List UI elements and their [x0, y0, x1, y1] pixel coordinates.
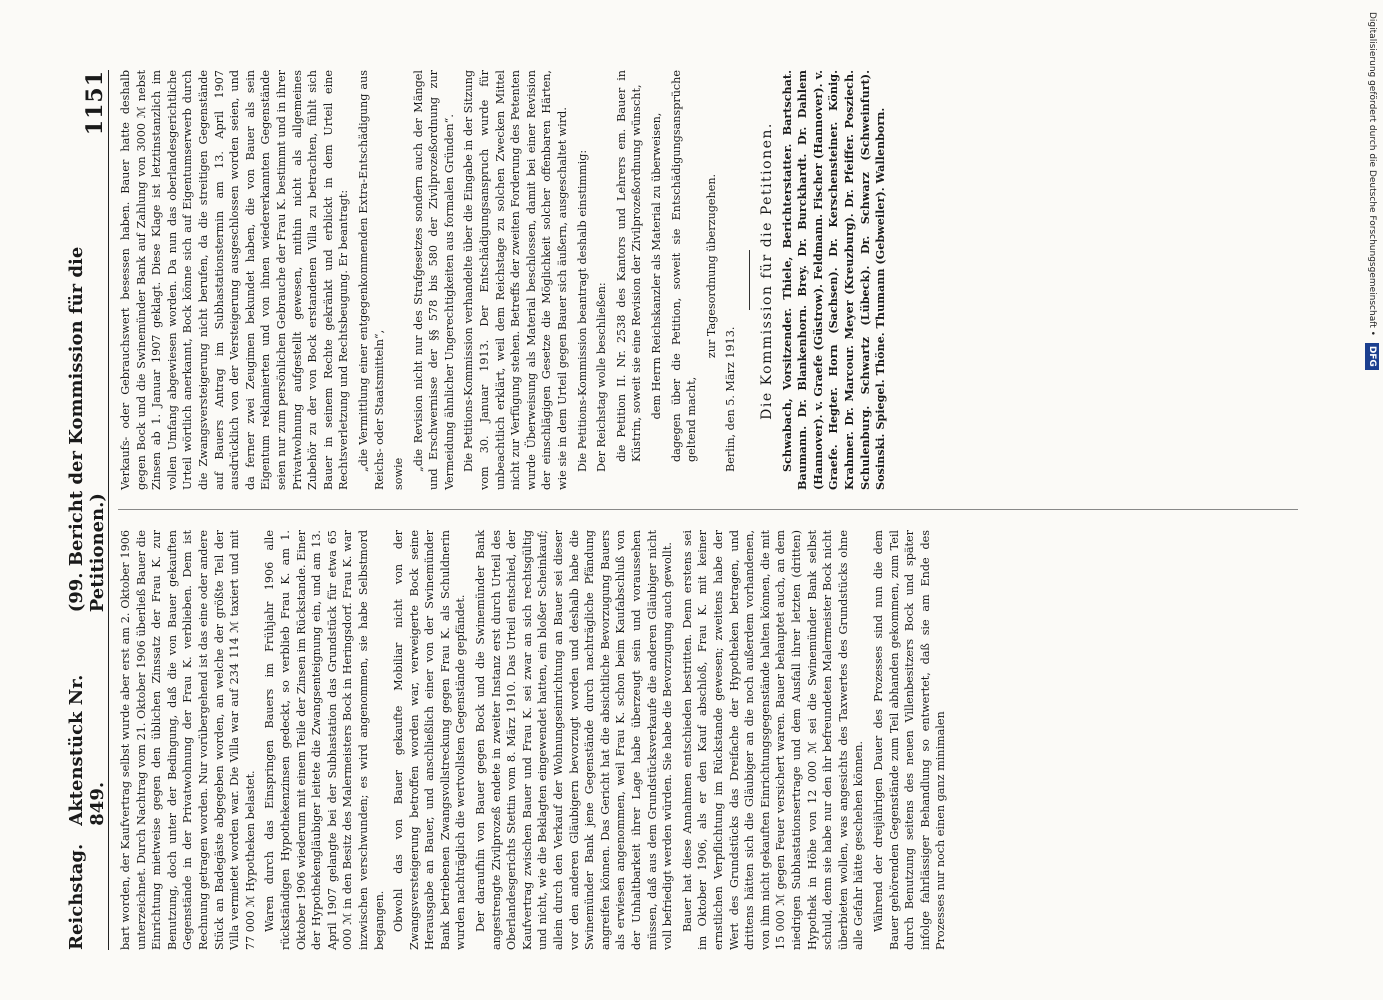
digitization-note	[1365, 12, 1379, 612]
header-report-title: (99. Bericht der Kommission für die Petitionen.)	[66, 246, 108, 613]
resolution-item: zur Tagesordnung überzugehen.	[704, 173, 718, 359]
paragraph: Obwohl das von Bauer gekaufte Mobiliar nicht von der Zwangsversteigerung betroffen worden war, verweigerte Bock seine Herausgabe an Bauer, und anschließlich einer von der Swinemünder Bank betriebenen Zwangsvollstreckung gegen Frau K. als Schuldnerin wurden nachträglich die wertvollsten Gegenstände gepfändet.	[392, 530, 468, 950]
dfg-logo: DFG	[1365, 343, 1379, 370]
resolution-intro: Der Reichstag wolle beschließen:	[595, 282, 609, 472]
column-divider	[118, 509, 1298, 510]
digitization-text: Digitalisierung gefördert durch die Deutsche Forschungsgemeinschaft •	[1367, 12, 1377, 336]
committee-title: Die Kommission für die Petitionen.	[758, 122, 775, 420]
paragraph: Der daraufhin von Bauer gegen Bock und die Swinemünder Bank angestrengte Zivilprozeß endete in zweiter Instanz erst durch Urteil des Oberlandesgerichts Stettin vom 8. März 1910. Das Urteil entschied, der Kaufvertrag zwischen Bauer und Frau K. sei zwar an sich rechtsgültig und nicht, wie die Beklagten eingewendet hatten, ein bloßer Scheinkauf; allein durch den Verkauf der Wohnungseinrichtung an Bauer sei dieser vor den anderen Gläubigern bevorzugt worden und deshalb habe die Swinemünder Bank jene Gegenstände durch nachträgliche Pfändung angreifen können. Das Gericht hat die absichtliche Bevorzugung Bauers als erwiesen angenommen, weil Frau K. schon beim Kaufabschluß von der Unhaltbarkeit ihrer Lage habe überzeugt sein und voraussehen müssen, daß aus dem Grundstücksverkaufe die anderen Gläubiger nicht voll befriedigt werden würden. Sie habe die Bevorzugung auch gewollt.	[474, 530, 675, 950]
committee-members: Schwabach, Vorsitzender. Thiele, Berichterstatter. Bartschat. Baumann. Dr. Blankenhorn. Brey. Dr. Burckhardt. Dr. Dahlem (Hannover). v. Graefe (Güstrow). Feldmann. Fischer (Hannover). v. Graefe. Hegter. Horn (Sachsen). Dr. Kerschensteiner. König. Krahmer. Dr. Marcour. Meyer (Kreuzburg). Dr. Pfeiffer. Posziech. Schulenburg. Schwartz (Lübeck). Dr. Schwarz (Schweinfurt). Sosinski. Spiegel. Thöne. Thumann (Gebweiler). Wallenborn.	[779, 70, 888, 490]
resolution-item: die Petition II. Nr. 2538 des Kantors und Lehrers em. Bauer in Küstrin, soweit sie eine Revision der Zivilprozeßordnung wünscht,	[614, 70, 644, 462]
header-aktenstueck: Aktenstück Nr. 849.	[66, 674, 108, 826]
left-column	[118, 530, 953, 950]
petition-request-quote: „die Vermittlung einer entgegenkommenden Extra-Entschädigung aus Reichs- oder Staatsmitteln“,	[356, 70, 386, 490]
resolution-block	[614, 70, 720, 462]
paragraph: bart worden, der Kaufvertrag selbst wurde aber erst am 2. Oktober 1906 unterzeichnet. Durch Nachtrag vom 21. Oktober 1906 überließ Bauer die Einrichtung mietweise gegen den üblichen Zinssatz der Frau K. zur Benutzung, doch unter der Bedingung, daß die von Bauer gekauften Gegenstände in der Privatwohnung der Frau K. verblieben. Dem ist Rechnung getragen worden. Nur vorübergehend ist das eine oder andere Stück an Badegäste abgegeben worden, an welche der größte Teil der Villa vermietet worden war. Die Villa war auf 234 114 ℳ taxiert und mit 77 000 ℳ Hypotheken belastet.	[119, 530, 257, 950]
header-left	[66, 135, 108, 950]
date-line: Berlin, den 5. März 1913.	[724, 326, 738, 472]
paragraph: Verkaufs- oder Gebrauchswert besessen haben. Bauer hatte deshalb gegen Bock und die Swinemünder Bank auf Zahlung von 3000 ℳ nebst Zinsen ab 1. Januar 1907 geklagt. Diese Klage ist letztinstanzlich im vollen Umfang abgewiesen worden. Da nun das oberlandesgerichtliche Urteil wörtlich anerkannt, Bock könne sich auf Eigentumserwerb durch die Zwangsversteigerung nicht berufen, da die streitigen Gegenstände auf Bauers Antrag im Subhastationstermin am 13. April 1907 ausdrücklich von der Versteigerung ausgeschlossen worden seien, und da ferner zwei Zeugimen bekundet haben, die von Bauer als sein Eigentum reklamierten und von ihnen wiedererkannten Gegenstände seien nur zum persönlichen Gebrauche der Frau K. bestimmt und in ihrer Privatwohnung aufgestellt gewesen, mithin nicht als allgemeines Zubehör zu der von Bock erstandenen Villa zu betrachten, fühlt sich Bauer in seinem Rechte gekränkt und erblickt in dem Urteil eine Rechtsverletzung und Rechtsbeugung. Er beantragt:	[119, 70, 351, 490]
rotated-page	[66, 50, 1320, 950]
petition-request-quote: „die Revision nicht nur des Strafgesetzes sondern auch der Mängel und Erschwernisse der §§ 578 bis 580 der Zivilprozeßordnung zur Vermeidung ähnlicher Ungerechtigkeiten aus formalen Gründen“.	[411, 70, 456, 490]
header-reichstag: Reichstag.	[66, 843, 87, 950]
resolution-item: dagegen über die Petition, soweit sie Entschädigungsansprüche geltend macht,	[669, 70, 699, 462]
page-header	[66, 70, 109, 950]
paragraph: Die Petitions-Kommission verhandelte über die Eingabe in der Sitzung vom 30. Januar 1913. Der Entschädigungsanspruch wurde für unbeachtlich erklärt, weil dem Reichstage zu solchen Zwecken Mittel nicht zur Verfügung stehen. Betreffs der zweiten Forderung des Petenten wurde Überweisung als Material beschlossen, damit bei einer Revision der einschlägigen Gesetze die Möglichkeit solcher offenbaren Härten, wie sie in dem Urteil gegen Bauer sich äußern, ausgeschaltet wird.	[462, 70, 570, 490]
paragraph: Während der dreijährigen Dauer des Prozesses sind nun die dem Bauer gehörenden Gegenstände zum Teil abhanden gekommen, zum Teil durch Benutzung seitens des neuen Villenbesitzers Bock und später infolge fahrlässiger Behandlung so entwertet, daß sie am Ende des Prozesses nur noch einen ganz minimalen	[871, 530, 948, 950]
page-number: 1151	[82, 70, 108, 136]
right-column	[118, 70, 893, 490]
paragraph: Die Petitions-Kommission beantragt deshalb einstimmig:	[575, 149, 589, 472]
section-rule	[749, 250, 750, 310]
paragraph: Waren durch das Einspringen Bauers im Frühjahr 1906 alle rückständigen Hypothekenzinsen gedeckt, so verblieb Frau K. am 1. Oktober 1906 wiederum mit einem Teile der Zinsen im Rückstande. Einer der Hypothekengläubiger leitete die Zwangsenteignung ein, und am 13. April 1907 gelangte bei der Subhastation das Grundstück für etwa 65 000 ℳ in den Besitz des Malermeisters Bock in Heringsdorf. Frau K. war inzwischen verschwunden; es wird angenommen, sie habe Selbstmord begangen.	[263, 530, 386, 950]
resolution-item: dem Herrn Reichskanzler als Material zu überweisen,	[650, 112, 663, 420]
sowie-text: sowie	[392, 457, 406, 490]
paragraph: Bauer hat diese Annahmen entschieden bestritten. Denn erstens sei im Oktober 1906, als er den Kauf abschloß, Frau K. mit keiner ernstlichen Verpflichtung im Rückstande gewesen; zweitens habe der Wert des Grundstücks das Dreifache der Hypotheken betragen, und drittens hätten sich die Gläubiger an die noch außerdem vorhandenen, von ihm nicht gekauften Einrichtungsgegenstände halten können, die mit 15 000 ℳ gegen Feuer versichert waren. Bauer behauptet auch, an dem niedrigen Subhastationsertrage und dem Ausfall ihrer letzten (dritten) Hypothek in Höhe von 12 000 ℳ sei die Swinemünder Bank selbst schuld, denn sie habe nur den ihr befreundeten Malermeister Bock nicht überbieten wollen, was angesichts des Taxwertes des Grundstücks ohne alle Gefahr hätte geschehen können.	[680, 530, 866, 950]
